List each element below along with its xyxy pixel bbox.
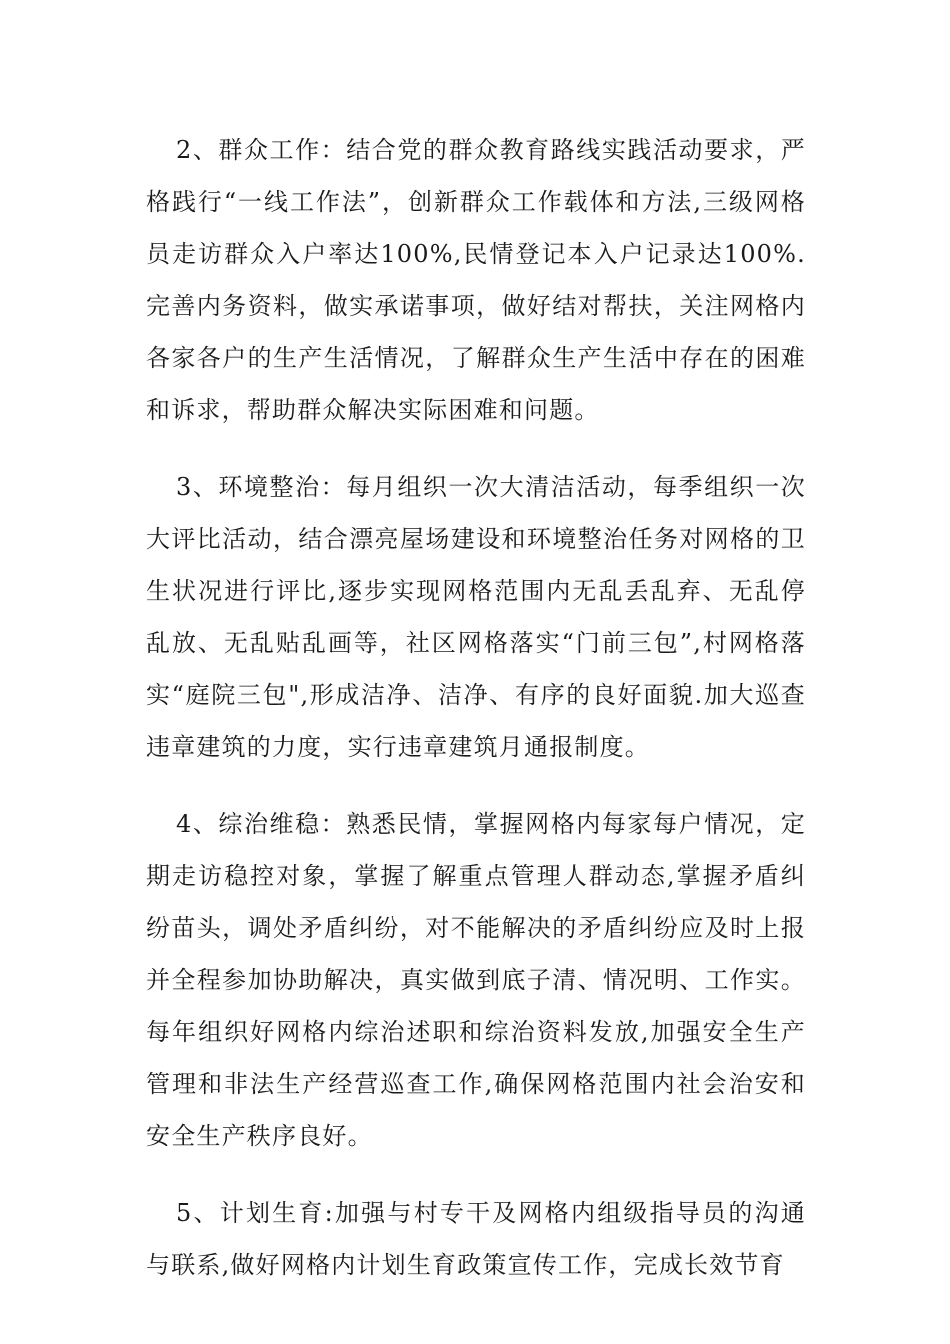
document-page xyxy=(146,124,806,1316)
paragraph-stability: 4、综治维稳：熟悉民情，掌握网格内每家每户情况，定期走访稳控对象，掌握了解重点管理人群动态,掌握矛盾纠纷苗头，调处矛盾纠纷，对不能解决的矛盾纠纷应及时上报并全程参加协助解决，真实做到底子清、情况明、工作实。每年组织好网格内综治述职和综治资料发放,加强安全生产管理和非法生产经营巡查工作,确保网格范围内社会治安和安全生产秩序良好。 xyxy=(146,810,806,1150)
paragraph-environment: 3、环境整治：每月组织一次大清洁活动，每季组织一次大评比活动，结合漂亮屋场建设和环境整治任务对网格的卫生状况进行评比,逐步实现网格范围内无乱丢乱弃、无乱停乱放、无乱贴乱画等，社区网格落实“门前三包”,村网格落实“庭院三包",形成洁净、洁净、有序的良好面貌.加大巡查违章建筑的力度，实行违章建筑月通报制度。 xyxy=(146,473,806,761)
paragraph-family-planning: 5、计划生育:加强与村专干及网格内组级指导员的沟通与联系,做好网格内计划生育政策宣传工作，完成长效节育 xyxy=(146,1199,806,1279)
paragraph-mass-work: 2、群众工作：结合党的群众教育路线实践活动要求，严格践行“一线工作法”，创新群众工作载体和方法,三级网格员走访群众入户率达100%,民情登记本入户记录达100%.完善内务资料，做实承诺事项，做好结对帮扶，关注网格内各家各户的生产生活情况，了解群众生产生活中存在的困难和诉求，帮助群众解决实际困难和问题。 xyxy=(146,136,806,424)
